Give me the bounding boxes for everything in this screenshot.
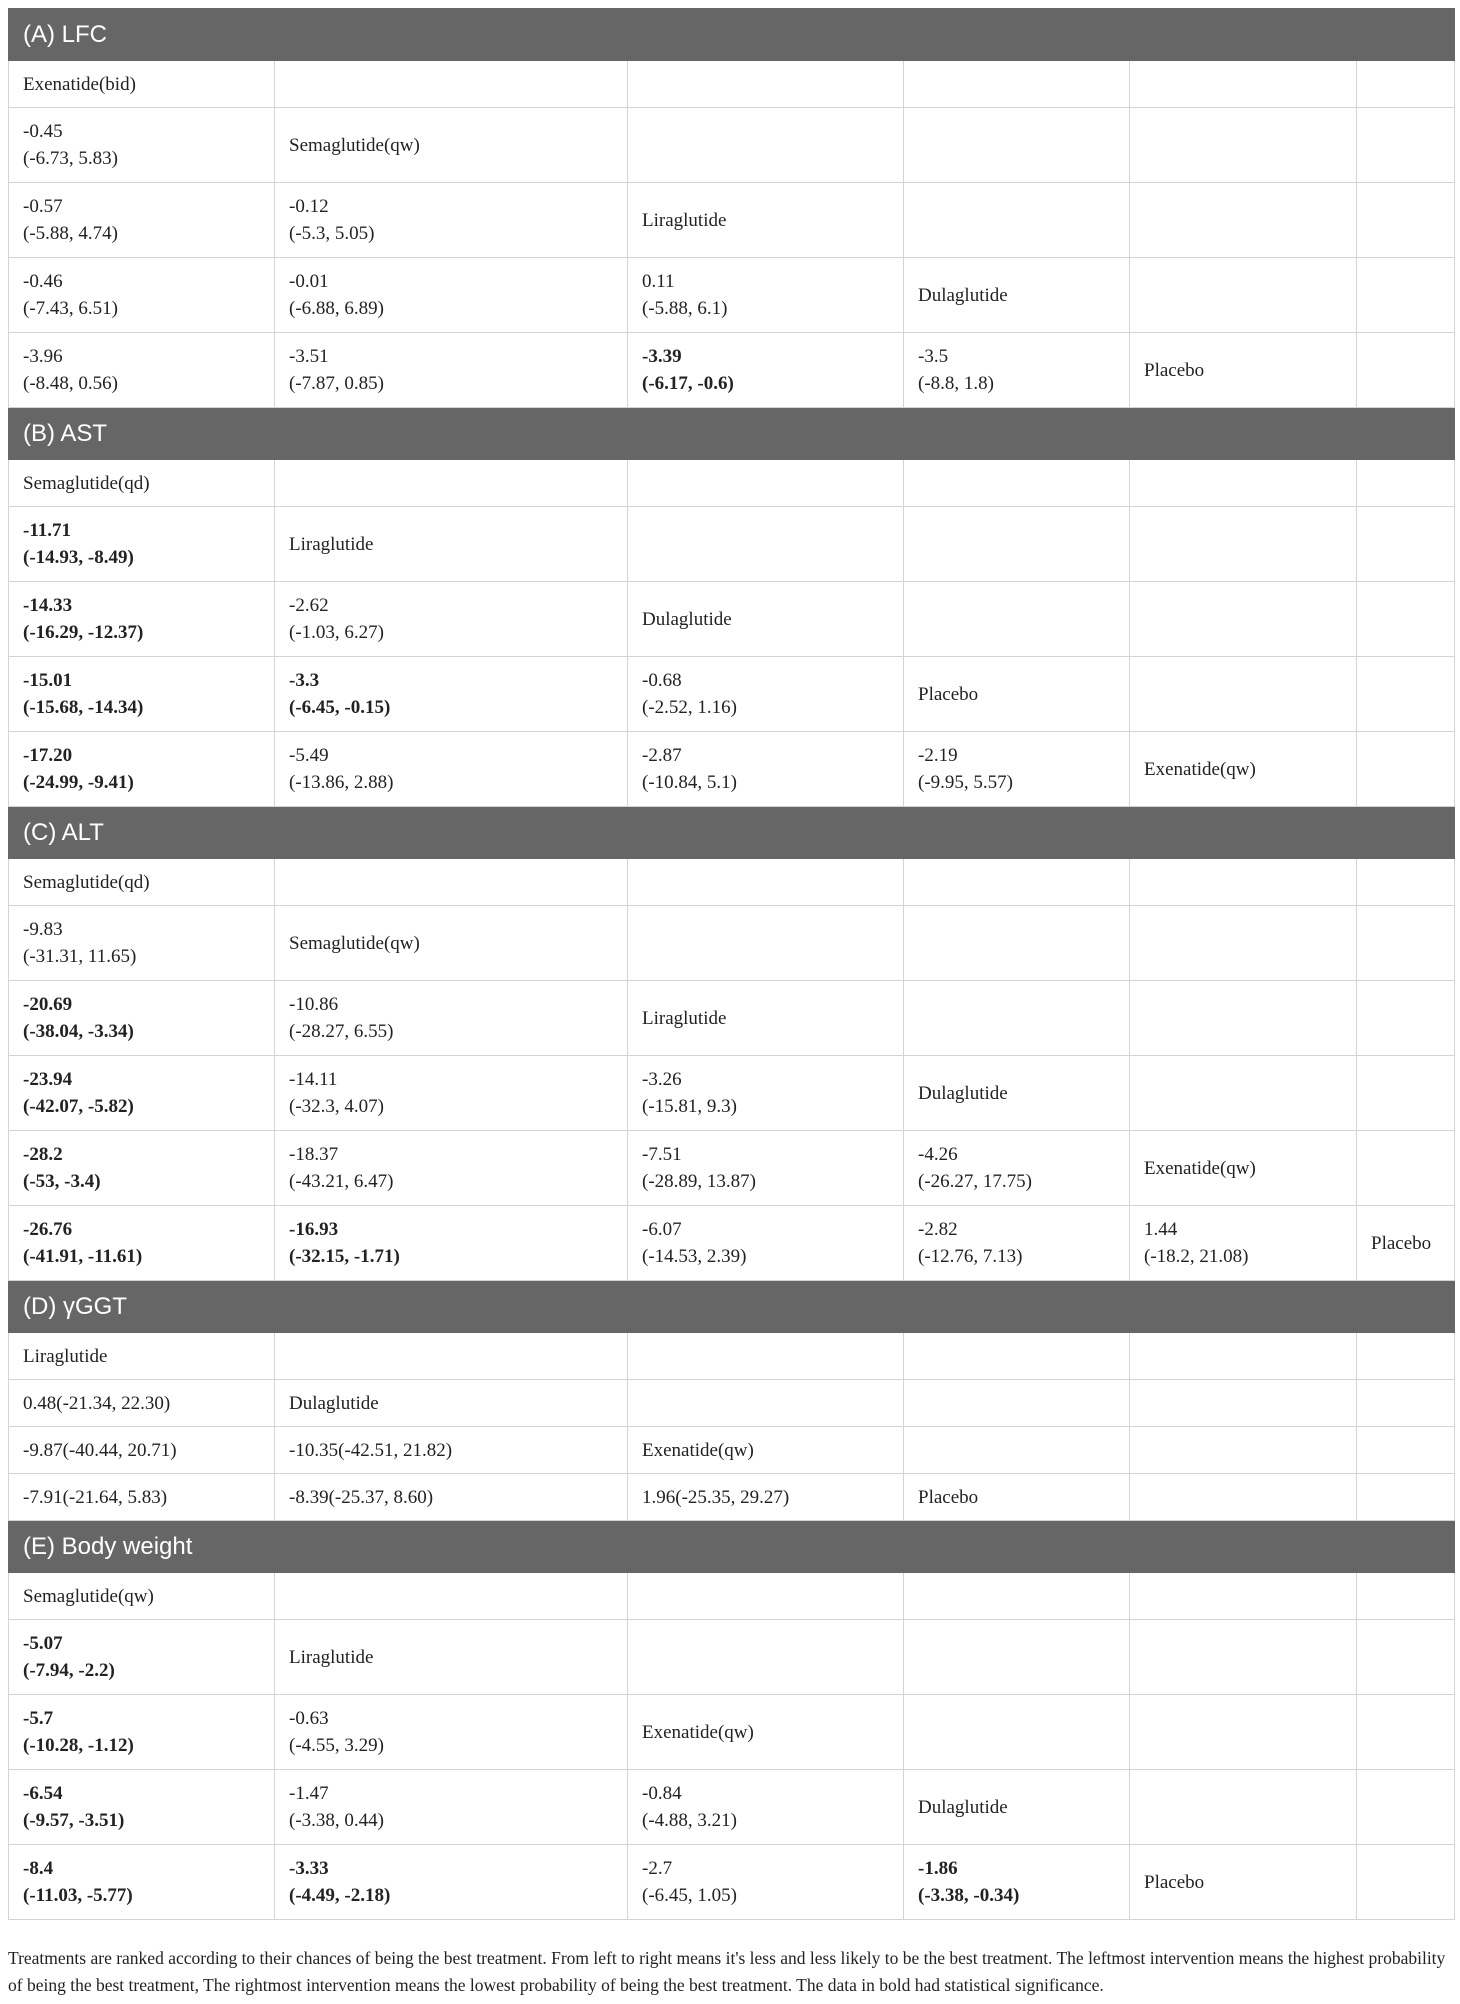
- cell-text: (-14.93, -8.49): [23, 547, 134, 568]
- empty-cell: [628, 1620, 904, 1695]
- empty-cell: [628, 61, 904, 108]
- table-cell: [904, 1131, 1130, 1206]
- table-row: [9, 582, 1455, 657]
- cell-text: (-15.81, 9.3): [642, 1096, 737, 1117]
- empty-cell: [1130, 906, 1357, 981]
- empty-cell: [628, 1333, 904, 1380]
- table-row: [9, 1131, 1455, 1206]
- cell-text: -16.93: [289, 1219, 339, 1240]
- cell-text: (-10.84, 5.1): [642, 772, 737, 793]
- empty-cell: [275, 460, 628, 507]
- table-cell: [275, 732, 628, 807]
- treatment-label: Exenatide(qw): [1130, 732, 1357, 807]
- empty-cell: [1357, 1695, 1455, 1770]
- empty-cell: [1130, 61, 1357, 108]
- section-header-body-weight: [9, 1521, 1455, 1573]
- cell-text: (-5.3, 5.05): [289, 223, 375, 244]
- cell-text: -10.86: [289, 994, 339, 1015]
- section-title: (D) γGGT: [9, 1281, 1455, 1333]
- cell-text: -4.26: [918, 1144, 958, 1165]
- table-cell: [9, 507, 275, 582]
- empty-cell: [904, 1620, 1130, 1695]
- cell-text: -14.33: [23, 595, 73, 616]
- empty-cell: [1357, 1056, 1455, 1131]
- cell-text: (-4.55, 3.29): [289, 1735, 384, 1756]
- section-title: (C) ALT: [9, 807, 1455, 859]
- treatment-label: Exenatide(bid): [9, 61, 275, 108]
- cell-text: (-18.2, 21.08): [1144, 1246, 1249, 1267]
- cell-text: 1.44: [1144, 1219, 1178, 1240]
- empty-cell: [1357, 1620, 1455, 1695]
- cell-text: -23.94: [23, 1069, 73, 1090]
- table-cell: -9.87(-40.44, 20.71): [9, 1427, 275, 1474]
- cell-text: -2.82: [918, 1219, 958, 1240]
- cell-text: -0.45: [23, 121, 63, 142]
- cell-text: -5.49: [289, 745, 329, 766]
- cell-text: (-7.43, 6.51): [23, 298, 118, 319]
- empty-cell: [275, 1333, 628, 1380]
- table-cell: [628, 1770, 904, 1845]
- cell-text: (-28.27, 6.55): [289, 1021, 394, 1042]
- cell-text: -3.33: [289, 1858, 329, 1879]
- table-cell: [9, 108, 275, 183]
- cell-text: -15.01: [23, 670, 73, 691]
- empty-cell: [1130, 1695, 1357, 1770]
- league-table-container: [8, 8, 1454, 1920]
- empty-cell: [904, 507, 1130, 582]
- empty-cell: [1130, 1474, 1357, 1521]
- empty-cell: [1357, 333, 1455, 408]
- cell-text: -2.7: [642, 1858, 673, 1879]
- cell-text: -3.26: [642, 1069, 682, 1090]
- table-cell: [275, 1131, 628, 1206]
- empty-cell: [1357, 732, 1455, 807]
- table-cell: [628, 1845, 904, 1920]
- empty-cell: [1130, 1427, 1357, 1474]
- section-title: (B) AST: [9, 408, 1455, 460]
- table-cell: [9, 981, 275, 1056]
- cell-text: -0.57: [23, 196, 63, 217]
- empty-cell: [275, 859, 628, 906]
- cell-text: -0.46: [23, 271, 63, 292]
- empty-cell: [275, 1573, 628, 1620]
- table-row: [9, 657, 1455, 732]
- empty-cell: [904, 1333, 1130, 1380]
- empty-cell: [1357, 981, 1455, 1056]
- table-cell: [9, 732, 275, 807]
- cell-text: (-28.89, 13.87): [642, 1171, 756, 1192]
- empty-cell: [904, 1573, 1130, 1620]
- table-cell: [628, 1056, 904, 1131]
- table-cell: 0.48(-21.34, 22.30): [9, 1380, 275, 1427]
- table-row: [9, 1770, 1455, 1845]
- table-cell: [1130, 1206, 1357, 1281]
- treatment-label: Semaglutide(qd): [9, 460, 275, 507]
- cell-text: (-6.17, -0.6): [642, 373, 734, 394]
- cell-text: -20.69: [23, 994, 73, 1015]
- table-cell: -8.39(-25.37, 8.60): [275, 1474, 628, 1521]
- table-cell: [9, 1845, 275, 1920]
- cell-text: (-32.3, 4.07): [289, 1096, 384, 1117]
- table-cell: [9, 1620, 275, 1695]
- cell-text: (-7.87, 0.85): [289, 373, 384, 394]
- cell-text: -14.11: [289, 1069, 338, 1090]
- cell-text: -5.07: [23, 1633, 63, 1654]
- table-row: [9, 981, 1455, 1056]
- empty-cell: [904, 1695, 1130, 1770]
- table-cell: [275, 183, 628, 258]
- treatment-label: Exenatide(qw): [628, 1695, 904, 1770]
- cell-text: (-8.8, 1.8): [918, 373, 994, 394]
- treatment-label: Placebo: [1130, 333, 1357, 408]
- empty-cell: [1130, 1770, 1357, 1845]
- empty-cell: [1357, 1474, 1455, 1521]
- cell-text: -9.83: [23, 919, 63, 940]
- cell-text: (-38.04, -3.34): [23, 1021, 134, 1042]
- cell-text: -0.01: [289, 271, 329, 292]
- table-cell: [9, 906, 275, 981]
- cell-text: (-43.21, 6.47): [289, 1171, 394, 1192]
- table-cell: [628, 732, 904, 807]
- table-row: [9, 859, 1455, 906]
- table-row: [9, 1056, 1455, 1131]
- table-row: [9, 183, 1455, 258]
- treatment-label: Dulaglutide: [275, 1380, 628, 1427]
- cell-text: (-9.57, -3.51): [23, 1810, 125, 1831]
- cell-text: -28.2: [23, 1144, 63, 1165]
- cell-text: (-7.94, -2.2): [23, 1660, 115, 1681]
- cell-text: (-9.95, 5.57): [918, 772, 1013, 793]
- table-cell: [9, 1056, 275, 1131]
- empty-cell: [1357, 258, 1455, 333]
- cell-text: (-11.03, -5.77): [23, 1885, 133, 1906]
- cell-text: -3.5: [918, 346, 949, 367]
- table-cell: [275, 981, 628, 1056]
- table-cell: [9, 1206, 275, 1281]
- empty-cell: [1357, 1573, 1455, 1620]
- empty-cell: [1357, 507, 1455, 582]
- empty-cell: [1130, 859, 1357, 906]
- table-row: [9, 108, 1455, 183]
- cell-text: -1.47: [289, 1783, 329, 1804]
- cell-text: 0.11: [642, 271, 675, 292]
- treatment-label: Liraglutide: [628, 183, 904, 258]
- treatment-label: Liraglutide: [9, 1333, 275, 1380]
- table-cell: [9, 582, 275, 657]
- cell-text: (-5.88, 6.1): [642, 298, 728, 319]
- empty-cell: [904, 108, 1130, 183]
- cell-text: -0.63: [289, 1708, 329, 1729]
- cell-text: (-1.03, 6.27): [289, 622, 384, 643]
- table-cell: [9, 1131, 275, 1206]
- cell-text: -8.4: [23, 1858, 54, 1879]
- empty-cell: [1130, 1056, 1357, 1131]
- cell-text: -26.76: [23, 1219, 73, 1240]
- table-row: [9, 1474, 1455, 1521]
- table-cell: [275, 1056, 628, 1131]
- treatment-label: Semaglutide(qw): [275, 906, 628, 981]
- cell-text: -2.87: [642, 745, 682, 766]
- cell-text: (-6.45, 1.05): [642, 1885, 737, 1906]
- cell-text: (-41.91, -11.61): [23, 1246, 143, 1267]
- empty-cell: [904, 981, 1130, 1056]
- treatment-label: Dulaglutide: [904, 1056, 1130, 1131]
- table-cell: [275, 1206, 628, 1281]
- cell-text: (-32.15, -1.71): [289, 1246, 400, 1267]
- table-cell: [904, 732, 1130, 807]
- section-header-alt: [9, 807, 1455, 859]
- table-cell: [628, 258, 904, 333]
- treatment-label: Placebo: [1357, 1206, 1455, 1281]
- empty-cell: [1357, 1131, 1455, 1206]
- table-row: [9, 333, 1455, 408]
- empty-cell: [628, 108, 904, 183]
- empty-cell: [1130, 582, 1357, 657]
- empty-cell: [1357, 183, 1455, 258]
- cell-text: (-24.99, -9.41): [23, 772, 134, 793]
- section-header-lfc: [9, 9, 1455, 61]
- table-cell: [9, 333, 275, 408]
- empty-cell: [1357, 1427, 1455, 1474]
- cell-text: -0.84: [642, 1783, 682, 1804]
- empty-cell: [1130, 1333, 1357, 1380]
- table-cell: [904, 333, 1130, 408]
- treatment-label: Semaglutide(qw): [9, 1573, 275, 1620]
- cell-text: (-31.31, 11.65): [23, 946, 137, 967]
- cell-text: -3.39: [642, 346, 682, 367]
- table-row: [9, 1380, 1455, 1427]
- treatment-label: Liraglutide: [275, 1620, 628, 1695]
- treatment-label: Placebo: [1130, 1845, 1357, 1920]
- empty-cell: [1357, 61, 1455, 108]
- empty-cell: [904, 1427, 1130, 1474]
- cell-text: (-3.38, 0.44): [289, 1810, 384, 1831]
- cell-text: (-13.86, 2.88): [289, 772, 394, 793]
- cell-text: -0.12: [289, 196, 329, 217]
- table-cell: [628, 1131, 904, 1206]
- table-row: [9, 732, 1455, 807]
- cell-text: (-42.07, -5.82): [23, 1096, 134, 1117]
- treatment-label: Liraglutide: [628, 981, 904, 1056]
- cell-text: (-2.52, 1.16): [642, 697, 737, 718]
- cell-text: (-53, -3.4): [23, 1171, 101, 1192]
- table-row: [9, 1695, 1455, 1770]
- table-row: [9, 460, 1455, 507]
- cell-text: -11.71: [23, 520, 72, 541]
- empty-cell: [1357, 906, 1455, 981]
- empty-cell: [275, 61, 628, 108]
- cell-text: (-6.73, 5.83): [23, 148, 118, 169]
- empty-cell: [628, 460, 904, 507]
- cell-text: (-3.38, -0.34): [918, 1885, 1020, 1906]
- treatment-label: Dulaglutide: [904, 1770, 1130, 1845]
- cell-text: -6.07: [642, 1219, 682, 1240]
- cell-text: (-5.88, 4.74): [23, 223, 118, 244]
- table-row: [9, 258, 1455, 333]
- empty-cell: [1357, 108, 1455, 183]
- empty-cell: [1357, 582, 1455, 657]
- empty-cell: [904, 460, 1130, 507]
- table-cell: -10.35(-42.51, 21.82): [275, 1427, 628, 1474]
- cell-text: -3.3: [289, 670, 320, 691]
- cell-text: -3.96: [23, 346, 63, 367]
- treatment-label: Placebo: [904, 657, 1130, 732]
- table-row: [9, 906, 1455, 981]
- table-cell: [275, 582, 628, 657]
- empty-cell: [1357, 460, 1455, 507]
- table-row: [9, 1573, 1455, 1620]
- empty-cell: [904, 183, 1130, 258]
- cell-text: (-14.53, 2.39): [642, 1246, 747, 1267]
- cell-text: -3.51: [289, 346, 329, 367]
- table-row: [9, 1333, 1455, 1380]
- cell-text: -5.7: [23, 1708, 54, 1729]
- empty-cell: [1357, 1380, 1455, 1427]
- cell-text: (-10.28, -1.12): [23, 1735, 134, 1756]
- cell-text: (-6.45, -0.15): [289, 697, 391, 718]
- treatment-label: Exenatide(qw): [1130, 1131, 1357, 1206]
- empty-cell: [1130, 657, 1357, 732]
- table-cell: [275, 258, 628, 333]
- league-table: [8, 8, 1455, 1920]
- table-row: [9, 1620, 1455, 1695]
- treatment-label: Dulaglutide: [904, 258, 1130, 333]
- cell-text: (-4.49, -2.18): [289, 1885, 391, 1906]
- section-header-ast: [9, 408, 1455, 460]
- cell-text: (-8.48, 0.56): [23, 373, 118, 394]
- cell-text: -2.62: [289, 595, 329, 616]
- empty-cell: [1357, 1333, 1455, 1380]
- table-cell: [904, 1845, 1130, 1920]
- section-title: (E) Body weight: [9, 1521, 1455, 1573]
- table-cell: 1.96(-25.35, 29.27): [628, 1474, 904, 1521]
- table-cell: [628, 1206, 904, 1281]
- table-row: [9, 507, 1455, 582]
- table-row: [9, 61, 1455, 108]
- empty-cell: [904, 906, 1130, 981]
- cell-text: -6.54: [23, 1783, 63, 1804]
- table-cell: -7.91(-21.64, 5.83): [9, 1474, 275, 1521]
- table-cell: [904, 1206, 1130, 1281]
- section-header-ggt: [9, 1281, 1455, 1333]
- empty-cell: [1130, 183, 1357, 258]
- table-cell: [275, 333, 628, 408]
- cell-text: (-12.76, 7.13): [918, 1246, 1023, 1267]
- table-cell: [9, 657, 275, 732]
- table-cell: [275, 657, 628, 732]
- empty-cell: [628, 859, 904, 906]
- empty-cell: [904, 1380, 1130, 1427]
- empty-cell: [1130, 1620, 1357, 1695]
- empty-cell: [628, 507, 904, 582]
- table-cell: [9, 1770, 275, 1845]
- treatment-label: Semaglutide(qd): [9, 859, 275, 906]
- table-cell: [275, 1770, 628, 1845]
- table-row: [9, 1427, 1455, 1474]
- empty-cell: [1130, 1380, 1357, 1427]
- cell-text: -0.68: [642, 670, 682, 691]
- empty-cell: [628, 1380, 904, 1427]
- treatment-label: Semaglutide(qw): [275, 108, 628, 183]
- table-cell: [628, 657, 904, 732]
- empty-cell: [904, 859, 1130, 906]
- cell-text: -1.86: [918, 1858, 958, 1879]
- empty-cell: [1130, 258, 1357, 333]
- table-cell: [9, 1695, 275, 1770]
- table-cell: [628, 333, 904, 408]
- empty-cell: [1357, 1770, 1455, 1845]
- treatment-label: Placebo: [904, 1474, 1130, 1521]
- cell-text: -17.20: [23, 745, 73, 766]
- cell-text: -2.19: [918, 745, 958, 766]
- cell-text: (-16.29, -12.37): [23, 622, 144, 643]
- cell-text: -18.37: [289, 1144, 339, 1165]
- cell-text: (-26.27, 17.75): [918, 1171, 1032, 1192]
- cell-text: (-4.88, 3.21): [642, 1810, 737, 1831]
- cell-text: (-15.68, -14.34): [23, 697, 144, 718]
- treatment-label: Liraglutide: [275, 507, 628, 582]
- empty-cell: [1130, 460, 1357, 507]
- section-title: (A) LFC: [9, 9, 1455, 61]
- empty-cell: [904, 582, 1130, 657]
- table-cell: [9, 183, 275, 258]
- empty-cell: [1130, 981, 1357, 1056]
- empty-cell: [1130, 108, 1357, 183]
- empty-cell: [1357, 1845, 1455, 1920]
- empty-cell: [1357, 859, 1455, 906]
- treatment-label: Dulaglutide: [628, 582, 904, 657]
- cell-text: (-6.88, 6.89): [289, 298, 384, 319]
- empty-cell: [628, 906, 904, 981]
- empty-cell: [1357, 657, 1455, 732]
- empty-cell: [1130, 1573, 1357, 1620]
- cell-text: -7.51: [642, 1144, 682, 1165]
- table-cell: [275, 1845, 628, 1920]
- empty-cell: [904, 61, 1130, 108]
- empty-cell: [628, 1573, 904, 1620]
- table-footnote: Treatments are ranked according to their chances of being the best treatment. From left to right means it's less and less likely to be the best treatment. The leftmost intervention means the highest probability of being the best treatment, The rightmost intervention means the lowest probability of being the best treatment. The data in bold had statistical significance.: [8, 1948, 1446, 1995]
- table-row: [9, 1845, 1455, 1920]
- table-cell: [275, 1695, 628, 1770]
- treatment-label: Exenatide(qw): [628, 1427, 904, 1474]
- table-row: [9, 1206, 1455, 1281]
- empty-cell: [1130, 507, 1357, 582]
- table-cell: [9, 258, 275, 333]
